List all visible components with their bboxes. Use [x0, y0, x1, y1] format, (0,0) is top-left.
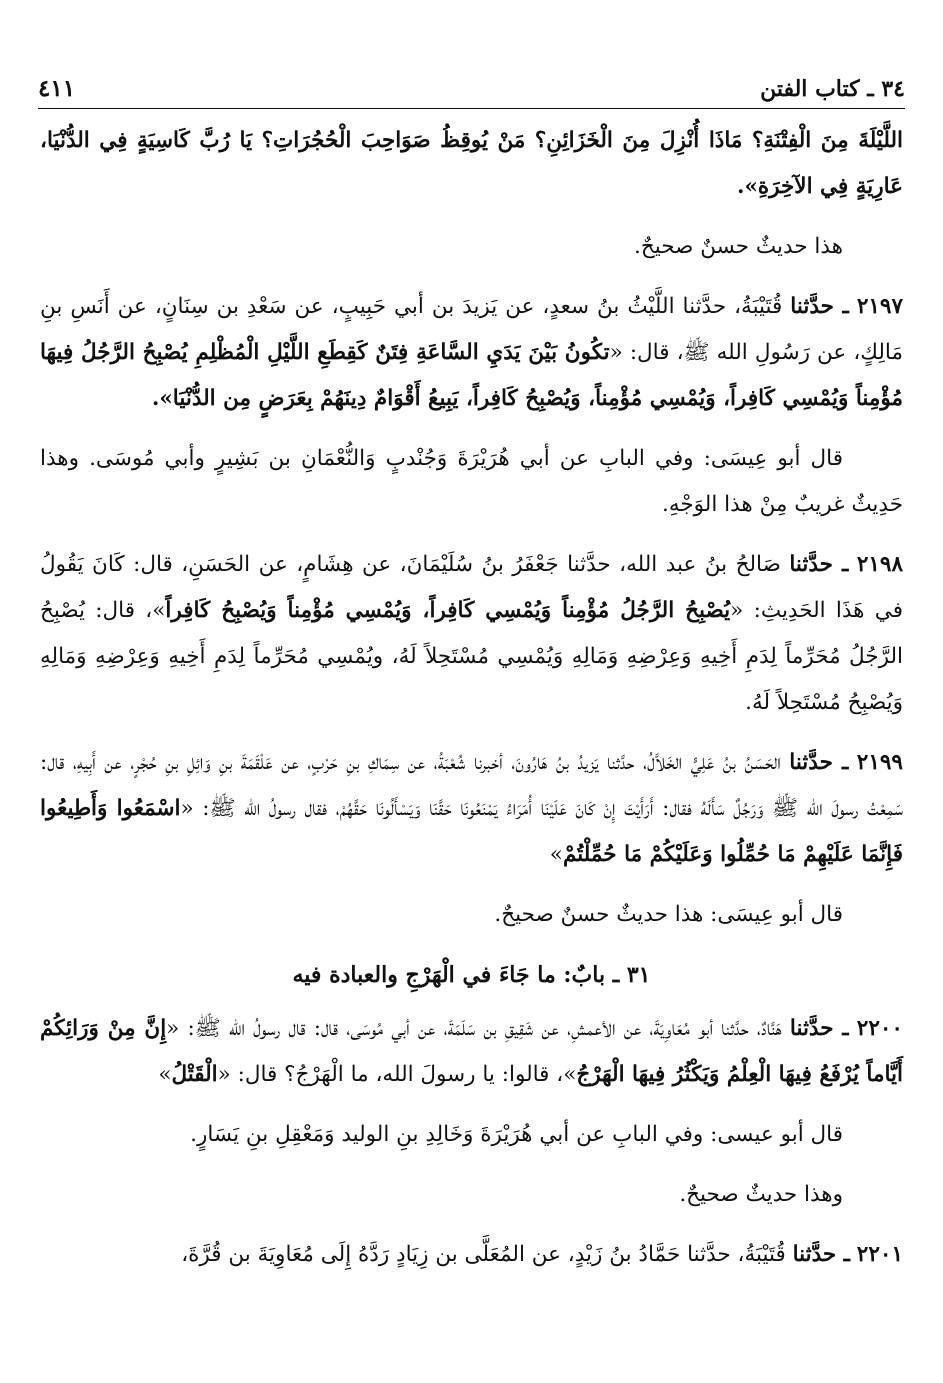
grading-text: هذا حديثٌ حسنٌ صحيحٌ. [634, 234, 843, 259]
matn-text: اللَّيْلَةَ مِنَ الْفِتْنَةِ؟ مَاذَا أُنْزِلَ مِنَ الْخَزَائِنِ؟ مَنْ يُوقِظُ صَوَاحِبَ الْحُجُرَاتِ؟ يَا رُبَّ كَاسِيَةٍ فِي الدُّنْيَا، عَارِيَةٍ فِي الآخِرَةِ». [40, 128, 903, 199]
chapter-heading: ٣١ ـ بابٌ: ما جَاءَ في الْهَرْجِ والعبادة فيه [292, 962, 651, 988]
grading-text: وهذا حديثٌ صحيحٌ. [679, 1182, 843, 1207]
hadith-2201 [40, 1232, 903, 1278]
page-header [38, 52, 905, 109]
narration-formula: ـ حدَّثنا [790, 294, 849, 319]
narration-formula: ـ حدَّثنا [789, 750, 849, 775]
page-body [40, 118, 903, 1292]
hadith-number: ٢١٩٨ [856, 552, 904, 577]
narration-formula: ـ حدَّثنا [789, 1016, 849, 1041]
matn-text-2: الْقَتْلُ [171, 1062, 218, 1087]
hadith-number: ٢١٩٩ [856, 750, 903, 775]
isnad-text: قُتَيْبَةُ، حدَّثنا حَمَّادُ بنُ زَيْدٍ، عن المُعَلَّى بن زِيَادٍ رَدَّهُ إِلَى مُعَاوِيَةَ بن قُرَّةَ، [181, 1242, 786, 1267]
matn-text: اسْمَعُوا وَأَطِيعُوا فَإِنَّمَا عَلَيْهِمْ مَا حُمِّلُوا وَعَلَيْكُمْ مَا حُمِّلْتُمْ [40, 796, 903, 867]
tail-text: »، قال: يُصْبِحُ الرَّجُلُ مُحَرِّماً لِدَمِ أَخِيهِ وَعِرْضِهِ وَمَالِهِ وَيُمْسِي مُسْتَحِلاً لَهُ، ويُمْسِي مُحَرِّماً لِدَمِ أَخِيهِ وَعِرْضِهِ وَمَالِهِ وَيُصْبِحُ مُسْتَحِلاً لَهُ. [40, 598, 903, 715]
page-number: ٤١١ [38, 75, 76, 102]
hadith-2199 [40, 740, 903, 878]
hadith-2197 [40, 284, 903, 422]
commentary-text: قال أبو عِيسَى: وفي البابِ عن أبي هُرَيْرَةَ وَجُنْدبٍ وَالنُّعْمَانِ بن بَشِيرٍ وأبي مُوسَى. وهذا حَدِيثٌ غريبٌ مِنْ هذا الوَجْهِ. [40, 446, 903, 517]
narration-formula: ـ حدَّثنا [789, 552, 849, 577]
commentary-text: قال أبو عِيسَى: هذا حديثٌ حسنٌ صحيحٌ. [494, 902, 843, 927]
hadith-number: ٢٢٠٠ [856, 1016, 903, 1041]
commentary-text: قال أبو عيسى: وفي البابِ عن أبي هُرَيْرَةَ وَخَالِدِ بنِ الوليد وَمَعْقِلِ بنِ يَسَارٍ. [190, 1122, 843, 1147]
running-title: ٣٤ ـ كتاب الفتن [760, 76, 905, 102]
isnad-text: الحَسَنُ بنُ عَلِيٍّ الخَلاَّلُ، حدَّثنا يَزيدُ بنُ هَارُونَ، أخبرنا شُعْبَةُ، عن سِمَاكِ بنِ حَرْبٍ، عن عَلْقَمَةَ بنِ وَائِلِ بنِ حُجْرٍ، عن أَبِيهِ، قال: سَمِعْتُ رسولَ الله ﷺ وَرَجُلٌ سَأَلَهُ فقال: أَرَأَيْتَ إِنْ كَانَ عَلَيْنَا أُمَرَاءُ يَمْنَعُونَا حَقَّنَا وَيَسْأَلُونَا حَقَّهُمْ، فقال رسولُ الله ﷺ: « [40, 750, 904, 821]
matn-text: إِنَّ مِنْ وَرَائِكُمْ أَيَّاماً يُرْفَعُ فِيهَا الْعِلْمُ وَيَكْثُرُ فِيهَا الْهَرْجُ [40, 1016, 903, 1087]
matn-text: تكُونُ بَيْنَ يَدَيِ السَّاعَةِ فِتَنٌ كَقِطَعِ اللَّيْلِ الْمُظْلِمِ يُصْبِحُ الرَّجُلُ فِيهَا مُؤْمِناً وَيُمْسِي كَافِراً، وَيُمْسِي مُؤْمِناً، وَيُصْبِحُ كَافِراً، يَبِيعُ أَقْوَامٌ دِينَهُمْ بِعَرَضٍ مِن الدُّنْيَا». [40, 340, 903, 411]
hadith-number: ٢١٩٧ [856, 294, 904, 319]
tail-text: » [549, 842, 563, 867]
hadith-number: ٢٢٠١ [856, 1242, 903, 1267]
isnad-text: هَنَّادٌ، حدَّثنا أبو مُعَاوِيَةَ، عن الأعمشِ، عن شَقِيقِ بن سَلَمَةَ، عن أبي مُوسَى، قال: قال رسولُ الله ﷺ: « [166, 1016, 782, 1041]
narration-formula: ـ حدَّثنا [792, 1242, 850, 1267]
mid-text: »، قالوا: يا رسولَ الله، ما الْهَرْجُ؟ قال: « [217, 1062, 577, 1087]
hadith-2200 [40, 1006, 903, 1098]
hadith-2198 [40, 542, 903, 726]
matn-text: يُصْبِحُ الرَّجُلُ مُؤْمِناً وَيُمْسِي كَافِراً، وَيُمْسِي مُؤْمِناً وَيُصْبِحُ كَافِراً [165, 598, 731, 623]
hadith-continuation [40, 118, 903, 210]
isnad-text: قُتَيْبَةُ، حدَّثنا اللَّيْثُ بنُ سعدٍ، عن يَزيدَ بن أبي حَبِيبٍ، عن سَعْدِ بن سِنَانٍ، عن أَنَسِ بنِ مَالِكٍ، عن رَسُولِ الله ﷺ، قال: « [40, 294, 903, 365]
isnad-text: صَالحُ بنُ عبد الله، حدَّثنا جَعْفَرُ بنُ سُلَيْمَانَ، عن هِشَامٍ، عن الحَسَنِ، قال: كَانَ يَقُولُ في هَذَا الحَدِيثِ: « [40, 552, 903, 623]
tail-text: » [158, 1062, 172, 1087]
